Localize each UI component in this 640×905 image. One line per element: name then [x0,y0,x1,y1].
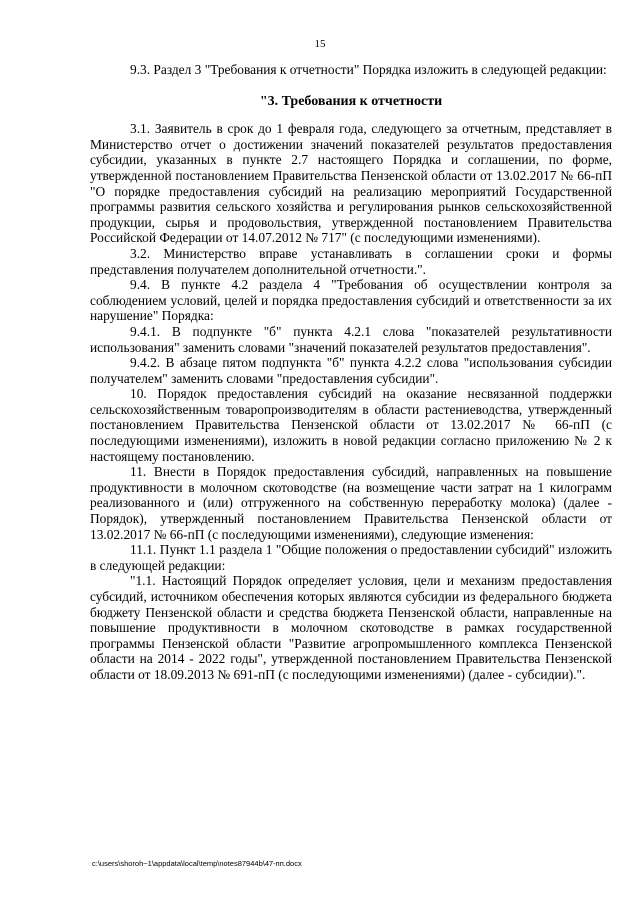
paragraph-9-4-1: 9.4.1. В подпункте "б" пункта 4.2.1 слова "показателей результативности использования" заменить словами "значений показателей результатов предоставления". [90,323,612,355]
paragraph-10: 10. Порядок предоставления субсидий на оказание несвязанной поддержки сельскохозяйственным товаропроизводителям в области растениеводства, утвержденный постановлением Правительства Пензенской области от 13.02.2017 № 66-пП (с последующими изменениями), изложить в новой редакции согласно приложению № 2 к настоящему постановлению. [90,386,612,464]
document-body [90,62,612,683]
paragraph-3-2: 3.2. Министерство вправе устанавливать в соглашении сроки и формы представления получателем дополнительной отчетности.". [90,245,612,277]
page-number: 15 [314,38,326,50]
paragraph-1-1-quoted: "1.1. Настоящий Порядок определяет условия, цели и механизм предоставления субсидий, источником обеспечения которых являются субсидии из федерального бюджета бюджету Пензенской области и средства бюджета Пензенской области, направленные на повышение продуктивности в молочном скотоводстве в рамках государственной программы Пензенской области "Развитие агропромышленного комплекса Пензенской области на 2014 - 2022 годы", утвержденной постановлением Правительства Пензенской области от 18.09.2013 № 691-пП (с последующими изменениями) (далее - субсидии).". [90,573,612,682]
footer-file-path: c:\users\shoroh~1\appdata\local\temp\notes87944b\47-пп.docx [92,859,302,868]
paragraph-3-1: 3.1. Заявитель в срок до 1 февраля года, следующего за отчетным, представляет в Министерство отчет о достижении значений показателей результатов предоставления субсидии, указанных в пункте 2.7 настоящего Порядка и соглашении, по форме, утвержденной постановлением Правительства Пензенской области от 13.02.2017 № 66-пП "О порядке предоставления субсидий на реализацию мероприятий Государственной программы развития сельского хозяйства и регулирования рынков сельскохозяйственной продукции, сырья и продовольствия, утвержденной постановлением Правительства Российской Федерации от 14.07.2012 № 717" (с последующими изменениями). [90,121,612,246]
paragraph-9-4-2: 9.4.2. В абзаце пятом подпункта "б" пункта 4.2.2 слова "использования субсидии получателем" заменить словами "предоставления субсидии". [90,355,612,386]
paragraph-11-1: 11.1. Пункт 1.1 раздела 1 "Общие положения о предоставлении субсидий" изложить в следующей редакции: [90,542,612,573]
paragraph-9-3: 9.3. Раздел 3 "Требования к отчетности" Порядка изложить в следующей редакции: [130,62,607,77]
paragraph-11: 11. Внести в Порядок предоставления субсидий, направленных на повышение продуктивности в молочном скотоводстве (на возмещение части затрат на 1 килограмм реализованного и (или) отгруженного на собственную переработку молока) (далее - Порядок), утвержденный постановлением Правительства Пензенской области от 13.02.2017 № 66-пП (с последующими изменениями), следующие изменения: [90,464,612,542]
paragraph-9-4: 9.4. В пункте 4.2 раздела 4 "Требования об осуществлении контроля за соблюдением условий, целей и порядка предоставления субсидий и ответственности за их нарушение" Порядка: [90,277,612,324]
section-heading: "3. Требования к отчетности [259,93,443,109]
